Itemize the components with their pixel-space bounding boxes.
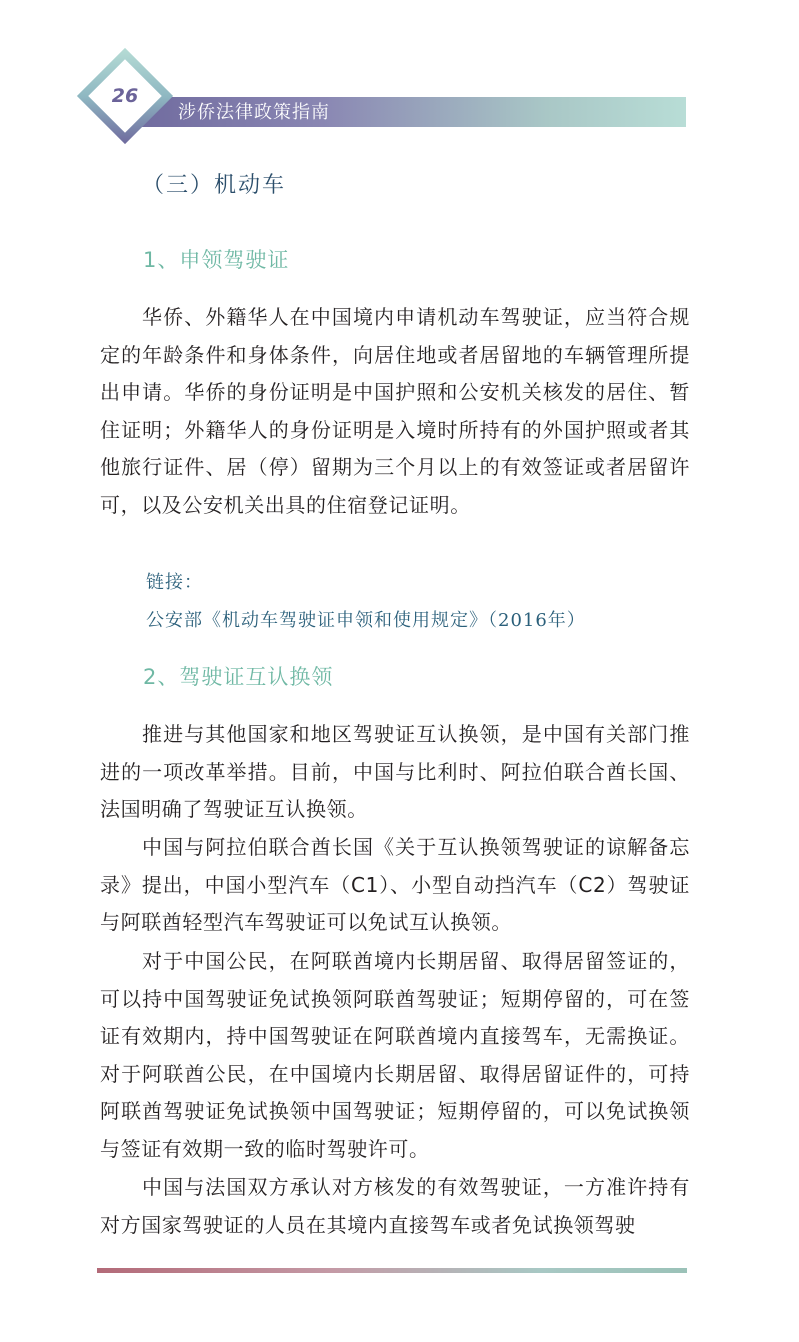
paragraph-uae-memorandum: 中国与阿拉伯联合酋长国《关于互认换领驾驶证的谅解备忘录》提出，中国小型汽车（C1）、小型自动挡汽车（C2）驾驶证与阿联酋轻型汽车驾驶证可以免试互认换领。 bbox=[100, 835, 690, 934]
subheading-license-mutual-recognition: 2、驾驶证互认换领 bbox=[143, 665, 334, 689]
running-header-title: 涉侨法律政策指南 bbox=[178, 102, 330, 123]
paragraph-reform-intro: 推进与其他国家和地区驾驶证互认换领，是中国有关部门推进的一项改革举措。目前，中国与比利时、阿拉伯联合酋长国、法国明确了驾驶证互认换领。 bbox=[100, 722, 690, 821]
subheading-license-application: 1、申领驾驶证 bbox=[143, 248, 290, 272]
page-number: 26 bbox=[111, 85, 139, 107]
paragraph-uae-rules: 对于中国公民，在阿联酋境内长期居留、取得居留签证的，可以持中国驾驶证免试换领阿联酋驾驶证；短期停留的，可在签证有效期内，持中国驾驶证在阿联酋境内直接驾车，无需换证。对于阿联酋公民，在中国境内长期居留、取得居留证件的，可持阿联酋驾驶证免试换领中国驾驶证；短期停留的，可以免试换领与签证有效期一致的临时驾驶许可。 bbox=[100, 949, 690, 1161]
paragraph-license-application: 华侨、外籍华人在中国境内申请机动车驾驶证，应当符合规定的年龄条件和身体条件，向居住地或者居留地的车辆管理所提出申请。华侨的身份证明是中国护照和公安机关核发的居住、暂住证明；外籍华人的身份证明是入境时所持有的外国护照或者其他旅行证件、居（停）留期为三个月以上的有效签证或者居留许可，以及公安机关出具的住宿登记证明。 bbox=[100, 305, 690, 517]
paragraph-france: 中国与法国双方承认对方核发的有效驾驶证，一方准许持有对方国家驾驶证的人员在其境内直接驾车或者免试换领驾驶 bbox=[100, 1175, 690, 1237]
link-label: 链接： bbox=[146, 572, 203, 593]
footer-rule bbox=[97, 1268, 687, 1273]
regulation-reference: 公安部《机动车驾驶证申领和使用规定》（2016年） bbox=[146, 610, 586, 631]
section-heading: （三）机动车 bbox=[142, 173, 287, 198]
